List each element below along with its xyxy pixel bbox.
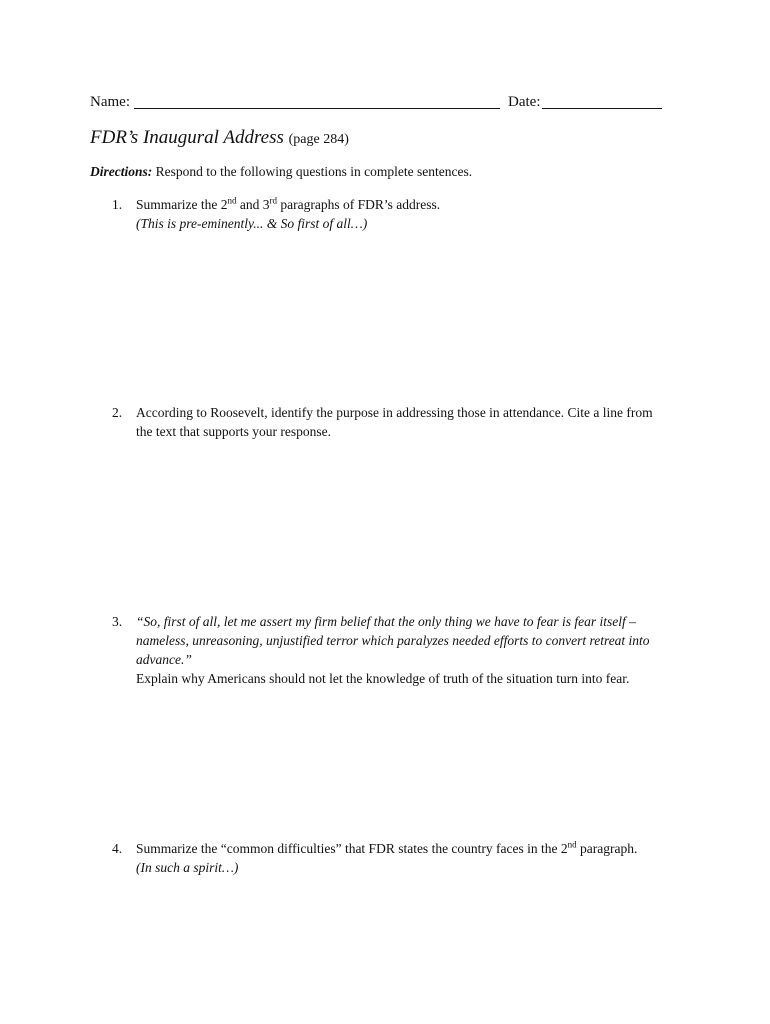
name-label: Name: [90,94,130,110]
question-body [136,839,672,877]
question-3-prompt: Explain why Americans should not let the knowledge of truth of the situation turn into fear. [136,671,630,686]
date-blank-line[interactable] [542,92,662,109]
question-1-text-c: paragraphs of FDR’s address. [276,197,441,212]
question-body [136,612,672,688]
name-field[interactable] [90,92,500,112]
question-1-sup-1: nd [227,195,237,206]
question-4-hint: (In such a spirit…) [136,860,239,875]
header-row [90,92,672,112]
question-2 [112,403,672,441]
question-1-sup-2: rd [269,195,277,206]
question-4-prompt [136,839,672,858]
date-field[interactable] [508,92,662,112]
question-3 [112,612,672,688]
title-main: FDR’s Inaugural Address [90,127,284,148]
question-1-text-a: Summarize the 2 [136,197,228,212]
question-number: 1. [112,197,123,212]
date-label: Date: [508,94,541,110]
question-4-sup: nd [567,839,577,850]
page-title [90,126,349,152]
question-1 [112,195,672,233]
directions-text: Respond to the following questions in complete sentences. [155,164,473,179]
title-page-ref: (page 284) [288,132,349,147]
question-body [136,195,672,233]
question-1-prompt [136,195,672,214]
directions-label: Directions: [90,164,153,179]
question-number: 3. [112,614,123,629]
question-3-quote: “So, first of all, let me assert my firm belief that the only thing we have to fear is fear itself – nameless, unreasoning, unjustified terror which paralyzes needed efforts to convert retreat into advance.” [136,614,650,667]
name-blank-line[interactable] [134,92,500,109]
question-number: 4. [112,841,123,856]
question-number: 2. [112,405,123,420]
question-1-hint: (This is pre-eminently... & So first of all…) [136,216,368,231]
question-4 [112,839,672,877]
question-4-text-b: paragraph. [576,841,638,856]
question-2-prompt: According to Roosevelt, identify the purpose in addressing those in attendance. Cite a line from the text that supports your response. [136,405,653,439]
question-1-text-b: and 3 [236,197,270,212]
question-4-text-a: Summarize the “common difficulties” that FDR states the country faces in the 2 [136,841,568,856]
directions [90,163,472,181]
question-body [136,403,672,441]
